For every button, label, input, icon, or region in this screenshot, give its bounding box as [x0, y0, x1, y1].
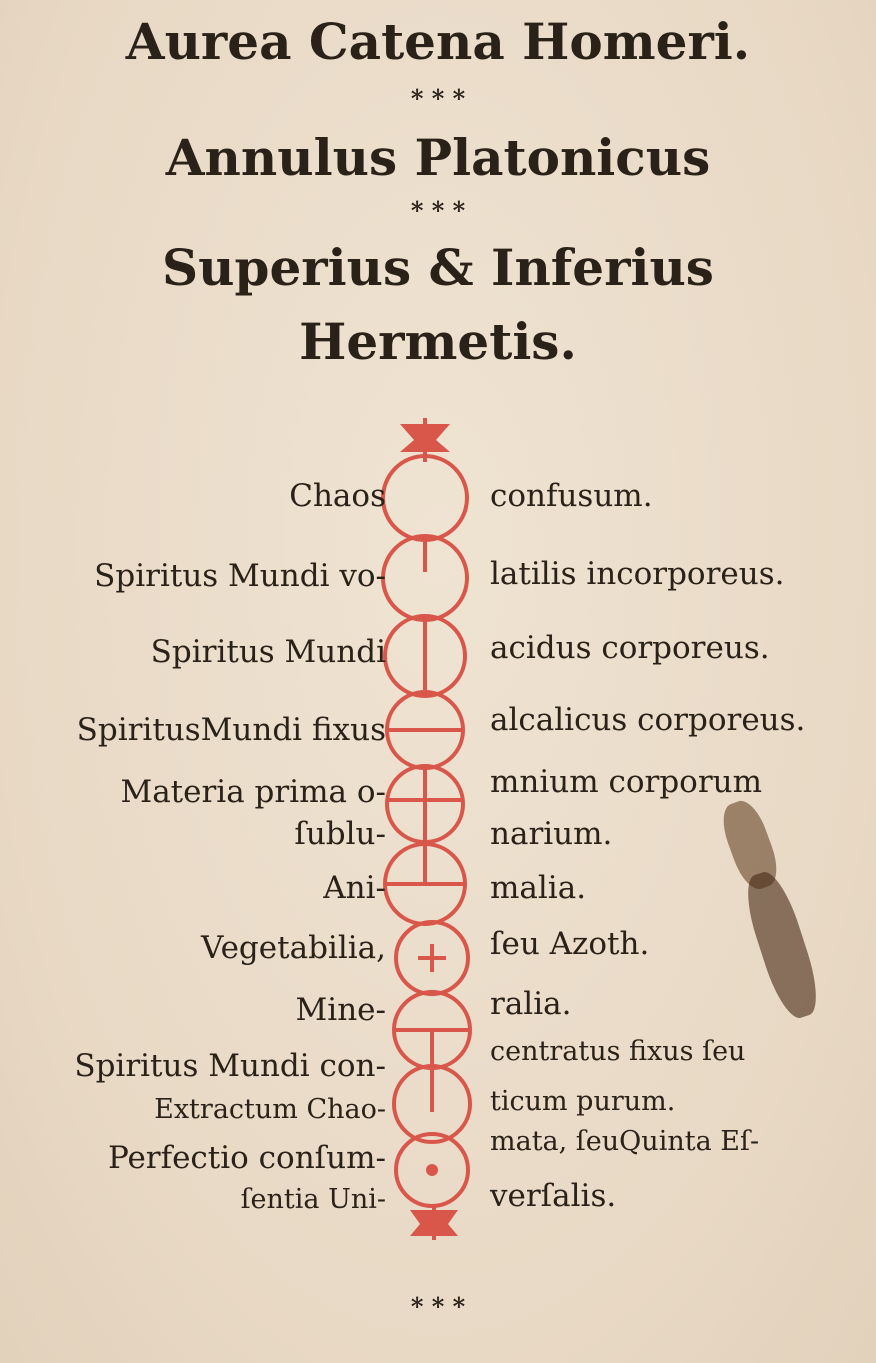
left-label-12: Perfectio conſum-: [107, 1140, 386, 1176]
left-label-5: Materia prima o-: [120, 774, 386, 810]
left-label-11: Extractum Chao-: [154, 1094, 386, 1125]
left-label-10: Spiritus Mundi con-: [74, 1048, 386, 1084]
right-label-9: ralia.: [490, 986, 572, 1022]
right-label-1: confusum.: [490, 478, 653, 514]
title-line-2: Annulus Platonicus: [165, 128, 711, 187]
right-label-13: verſalis.: [490, 1178, 617, 1214]
left-label-3: Spiritus Mundi: [150, 634, 386, 670]
separator-stars-bottom: * * *: [410, 1292, 466, 1321]
right-label-12: mata, ſeuQuinta Eſ-: [490, 1126, 760, 1157]
left-label-13: ſentia Uni-: [240, 1184, 386, 1215]
right-label-6: narium.: [490, 816, 613, 852]
left-label-2: Spiritus Mundi vo-: [94, 558, 386, 594]
right-label-11: ticum purum.: [490, 1086, 676, 1117]
right-label-5: mnium corporum: [490, 764, 763, 800]
right-label-2: latilis incorporeus.: [490, 556, 785, 592]
title-line-3: Superius & Inferius: [162, 238, 714, 297]
right-label-4: alcalicus corporeus.: [490, 702, 806, 738]
left-label-4: SpiritusMundi fixus: [76, 712, 386, 748]
separator-stars-1: * * *: [410, 84, 466, 113]
right-label-3: acidus corporeus.: [490, 630, 770, 666]
left-label-8: Vegetabilia,: [201, 930, 386, 966]
title-line-4: Hermetis.: [299, 312, 577, 371]
left-label-9: Mine-: [295, 992, 386, 1028]
right-label-7: malia.: [490, 870, 587, 906]
cross-symbol-icon: [418, 944, 446, 972]
right-label-10: centratus fixus ſeu: [490, 1036, 746, 1067]
bottom-cross-icon: [410, 1206, 458, 1240]
left-label-1: Chaos: [289, 478, 386, 514]
left-label-6: ſublu-: [294, 816, 386, 852]
ring-chaos: [383, 456, 467, 540]
right-label-8: ſeu Azoth.: [490, 926, 650, 962]
separator-stars-2: * * *: [410, 196, 466, 225]
left-label-7: Ani-: [323, 870, 386, 906]
center-dot-icon: [426, 1164, 438, 1176]
title-line-1: Aurea Catena Homeri.: [125, 12, 751, 71]
